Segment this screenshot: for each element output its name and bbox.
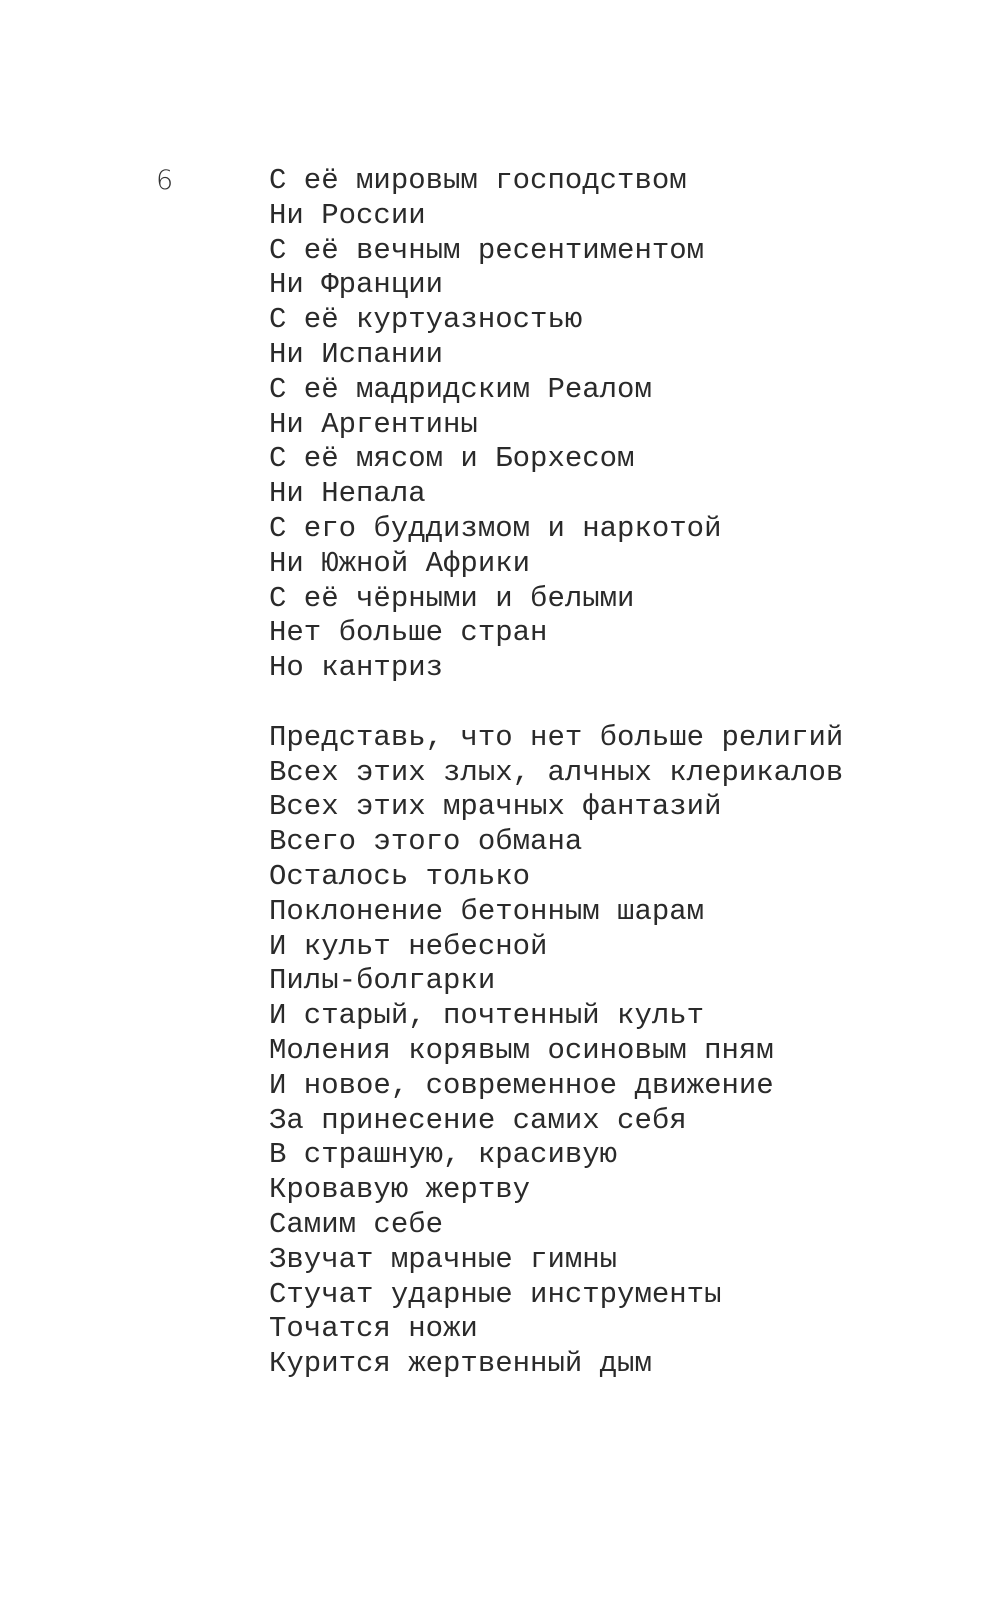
- poem-line: С её мировым господством: [269, 164, 687, 197]
- stanza-break: [269, 686, 843, 721]
- poem-line: Ни России: [269, 198, 426, 232]
- poem-line: Ни Непала: [269, 477, 426, 511]
- poem-line: Ни Аргентины: [269, 407, 478, 441]
- poem-line: С её куртуазностью: [269, 303, 583, 337]
- poem-line: И новое, современное движение: [269, 1068, 774, 1102]
- poem-line: С её чёрными и белыми: [269, 581, 635, 615]
- poem-line: Представь, что нет больше религий: [269, 720, 844, 754]
- poem-line: Моления корявым осиновым пням: [269, 1033, 774, 1067]
- poem-line: Но кантриз: [269, 651, 444, 685]
- poem-line: С его буддизмом и наркотой: [269, 511, 722, 545]
- poem-line: Ни Южной Африки: [269, 546, 531, 580]
- poem-line: С её вечным ресентиментом: [269, 233, 705, 267]
- poem-line: И старый, почтенный культ: [269, 999, 705, 1033]
- poem-line: В страшную, красивую: [269, 1138, 618, 1172]
- poem-line: С её мясом и Борхесом: [269, 442, 635, 476]
- poem-line: С её мадридским Реалом: [269, 372, 652, 406]
- poem-line: Всех этих мрачных фантазий: [269, 790, 722, 824]
- poem-line: Ни Испании: [269, 337, 444, 371]
- poem-line: Всего этого обмана: [269, 825, 583, 859]
- poem-line: Стучат ударные инструменты: [269, 1277, 722, 1311]
- poem-line: Осталось только: [269, 859, 531, 893]
- poem-line: Кровавую жертву: [269, 1173, 531, 1207]
- poem-line: Самим себе: [269, 1207, 444, 1241]
- poem-line: Курится жертвенный дым: [269, 1347, 652, 1381]
- poem-text: [269, 164, 843, 1382]
- poem-line: Пилы-болгарки: [269, 964, 496, 998]
- poem-line: И культ небесной: [269, 929, 548, 963]
- poem-line: Всех этих злых, алчных клерикалов: [269, 755, 844, 789]
- poem-line: Поклонение бетонным шарам: [269, 894, 705, 928]
- poem-line: Нет больше стран: [269, 616, 548, 650]
- poem-line: Ни Франции: [269, 268, 444, 302]
- poem-line: Звучат мрачные гимны: [269, 1242, 618, 1276]
- poem-line: Точатся ножи: [269, 1312, 478, 1346]
- poem-line: За принесение самих себя: [269, 1103, 687, 1137]
- page-number: 6: [156, 165, 174, 196]
